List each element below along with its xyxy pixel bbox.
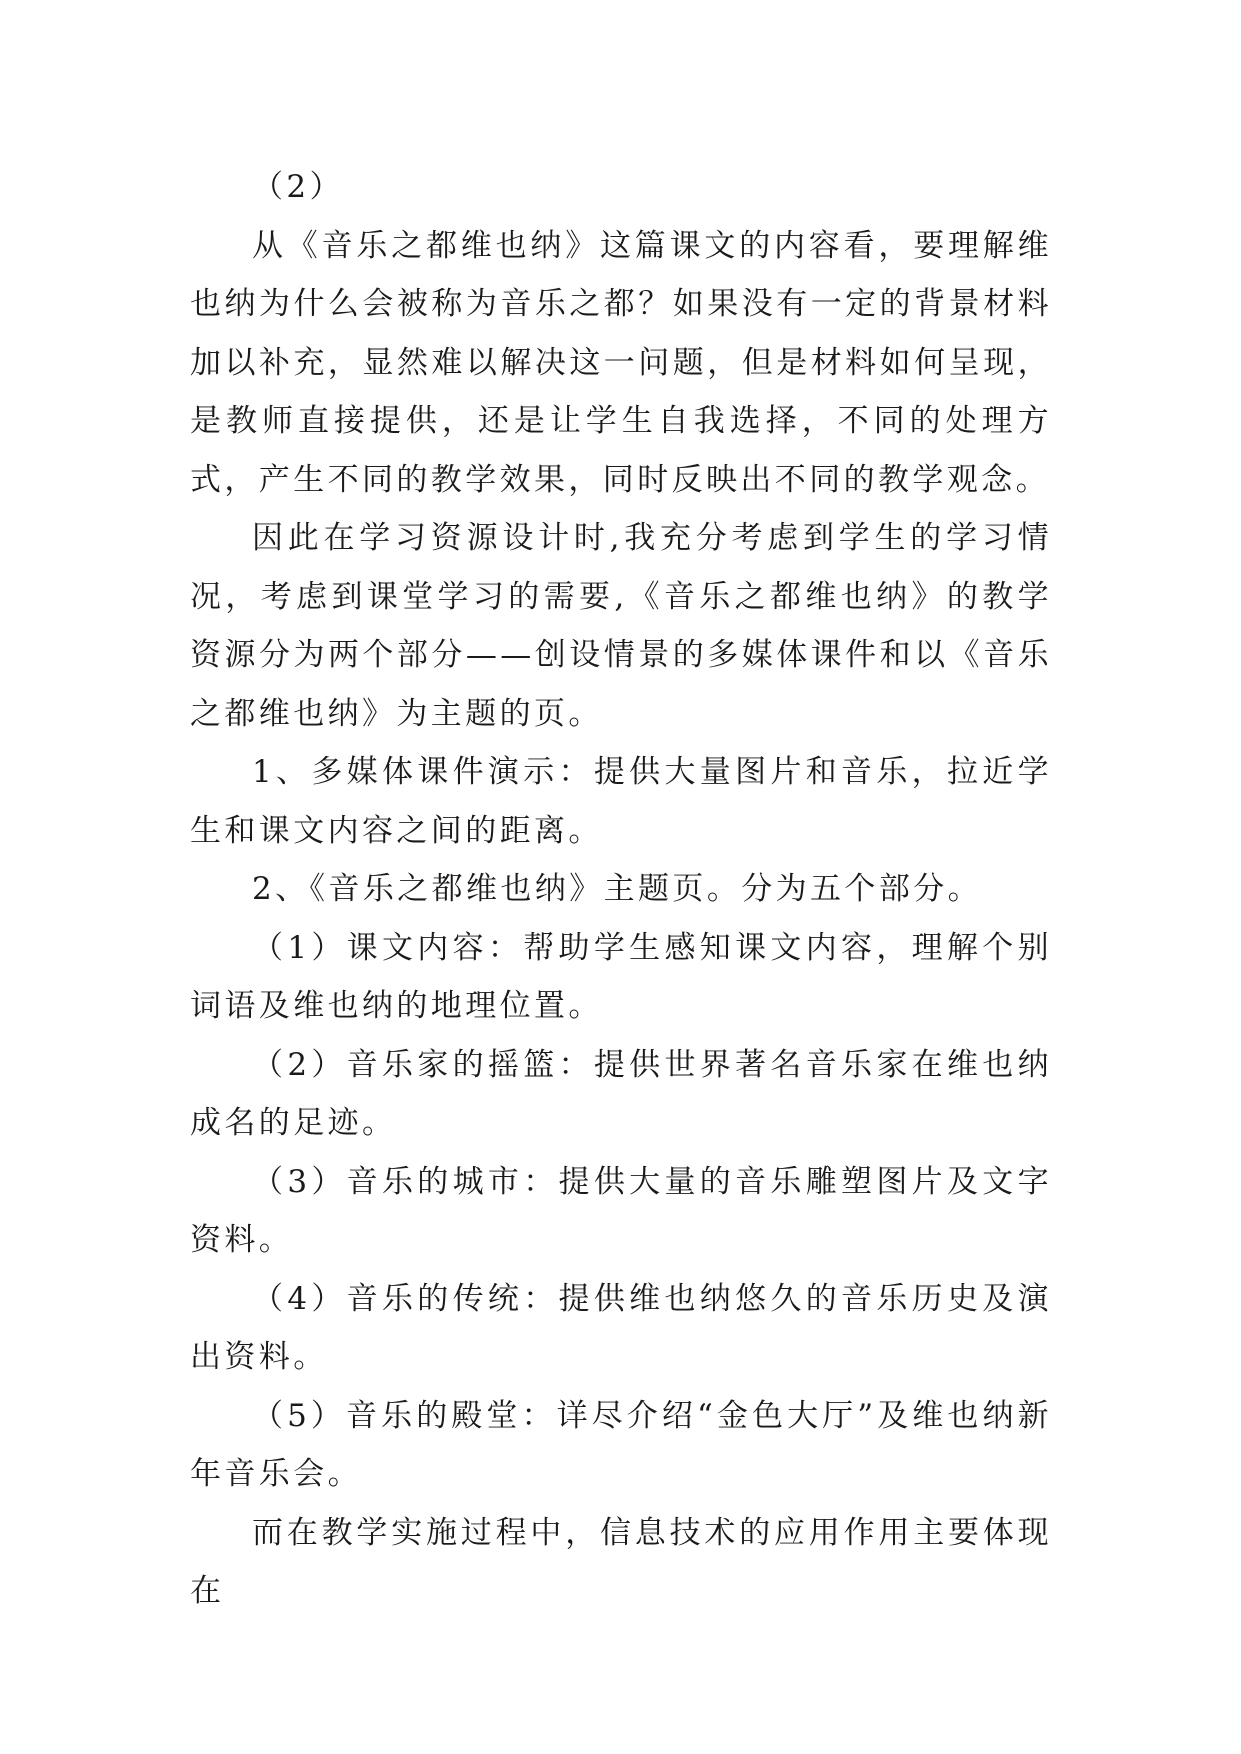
paragraph-implementation: 而在教学实施过程中，信息技术的应用作用主要体现在 [190,1514,1052,1609]
document-body [190,158,1052,1621]
paragraph-multimedia: 1、多媒体课件演示：提供大量图片和音乐，拉近学生和课文内容之间的距离。 [190,754,1052,849]
paragraph-topic-page: 2、《音乐之都维也纳》主题页。分为五个部分。 [252,871,983,907]
paragraph-part-3: （3）音乐的城市：提供大量的音乐雕塑图片及文字资料。 [190,1163,1052,1258]
paragraph-part-4: （4）音乐的传统：提供维也纳悠久的音乐历史及演出资料。 [190,1280,1052,1375]
paragraph-background: 从《音乐之都维也纳》这篇课文的内容看，要理解维也纳为什么会被称为音乐之都？如果没有一定的背景材料加以补充，显然难以解决这一问题，但是材料如何呈现，是教师直接提供，还是让学生自我选择，不同的处理方式，产生不同的教学效果，同时反映出不同的教学观念。 [190,227,1052,498]
paragraph-part-2: （2）音乐家的摇篮：提供世界著名音乐家在维也纳成名的足迹。 [190,1046,1052,1141]
paragraph-part-5: （5）音乐的殿堂：详尽介绍“金色大厅”及维也纳新年音乐会。 [190,1397,1052,1492]
paragraph-section-number: （2） [252,169,344,205]
paragraph-resource-design: 因此在学习资源设计时,我充分考虑到学生的学习情况，考虑到课堂学习的需要,《音乐之都维也纳》的教学资源分为两个部分——创设情景的多媒体课件和以《音乐之都维也纳》为主题的页。 [190,520,1052,732]
paragraph-part-1: （1）课文内容：帮助学生感知课文内容，理解个别词语及维也纳的地理位置。 [190,929,1052,1024]
